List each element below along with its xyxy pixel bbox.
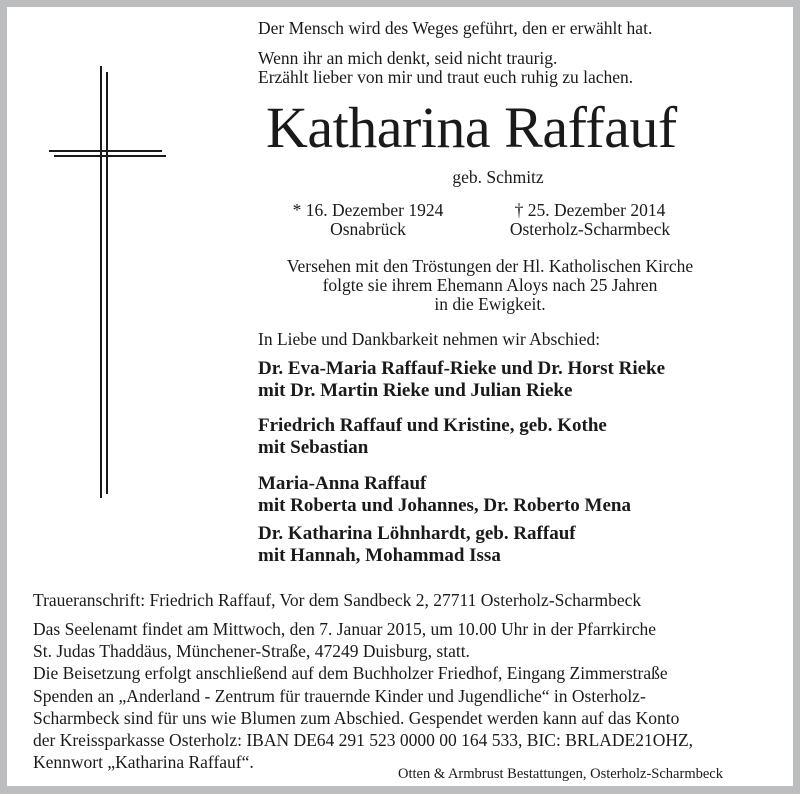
detail-line: Spenden an „Anderland - Zentrum für trauernde Kinder und Jugendliche“ in Osterholz- — [33, 686, 646, 706]
undertaker: Otten & Armbrust Bestattungen, Osterholz-Scharmbeck — [398, 766, 723, 782]
detail-line: Das Seelenamt findet am Mittwoch, den 7. Januar 2015, um 10.00 Uhr in der Pfarrkirche — [33, 619, 657, 639]
poem-line: Erzählt lieber von mir und traut euch ruhig zu lachen. — [258, 67, 634, 87]
mourner-line: mit Sebastian — [258, 437, 369, 458]
maiden-name: geb. Schmitz — [452, 167, 544, 187]
detail-line: St. Judas Thaddäus, Münchener-Straße, 47249 Duisburg, statt. — [33, 641, 470, 661]
mourning-address: Traueranschrift: Friedrich Raffauf, Vor dem Sandbeck 2, 27711 Osterholz-Scharmbeck — [33, 590, 642, 610]
death-place: Osterholz-Scharmbeck — [509, 219, 671, 239]
poem-line: Wenn ihr an mich denkt, seid nicht traurig. — [258, 48, 558, 68]
faith-text: folgte sie ihrem Ehemann Aloys nach 25 Jahren — [322, 275, 658, 295]
mourner-line: Dr. Eva-Maria Raffauf-Rieke und Dr. Horst Rieke — [258, 358, 666, 379]
faith-text: Versehen mit den Tröstungen der Hl. Katholischen Kirche — [286, 256, 694, 276]
detail-line: der Kreissparkasse Osterholz: IBAN DE64 291 523 0000 00 164 533, BIC: BRLADE21OHZ, — [33, 730, 694, 750]
mourner-line: Dr. Katharina Löhnhardt, geb. Raffauf — [258, 523, 576, 544]
detail-line: Kennwort „Katharina Raffauf“. — [33, 752, 254, 772]
detail-line: Die Beisetzung erfolgt anschließend auf dem Buchholzer Friedhof, Eingang Zimmerstraße — [33, 663, 668, 683]
mourner-line: Maria-Anna Raffauf — [258, 473, 427, 494]
mourner-line: mit Hannah, Mohammad Issa — [258, 545, 501, 566]
deceased-name: Katharina Raffauf — [266, 95, 677, 160]
birth-date: * 16. Dezember 1924 — [292, 200, 444, 220]
farewell-text: In Liebe und Dankbarkeit nehmen wir Abschied: — [258, 329, 601, 349]
mourner-line: mit Dr. Martin Rieke und Julian Rieke — [258, 380, 573, 401]
detail-line: Scharmbeck sind für uns wie Blumen zum Abschied. Gespendet werden kann auf das Konto — [33, 708, 680, 728]
mourner-line: mit Roberta und Johannes, Dr. Roberto Mena — [258, 495, 631, 516]
motto: Der Mensch wird des Weges geführt, den er erwählt hat. — [258, 18, 653, 38]
death-date: † 25. Dezember 2014 — [514, 200, 666, 220]
mourner-line: Friedrich Raffauf und Kristine, geb. Kothe — [258, 415, 607, 436]
faith-text: in die Ewigkeit. — [434, 294, 546, 314]
birth-place: Osnabrück — [330, 219, 406, 239]
